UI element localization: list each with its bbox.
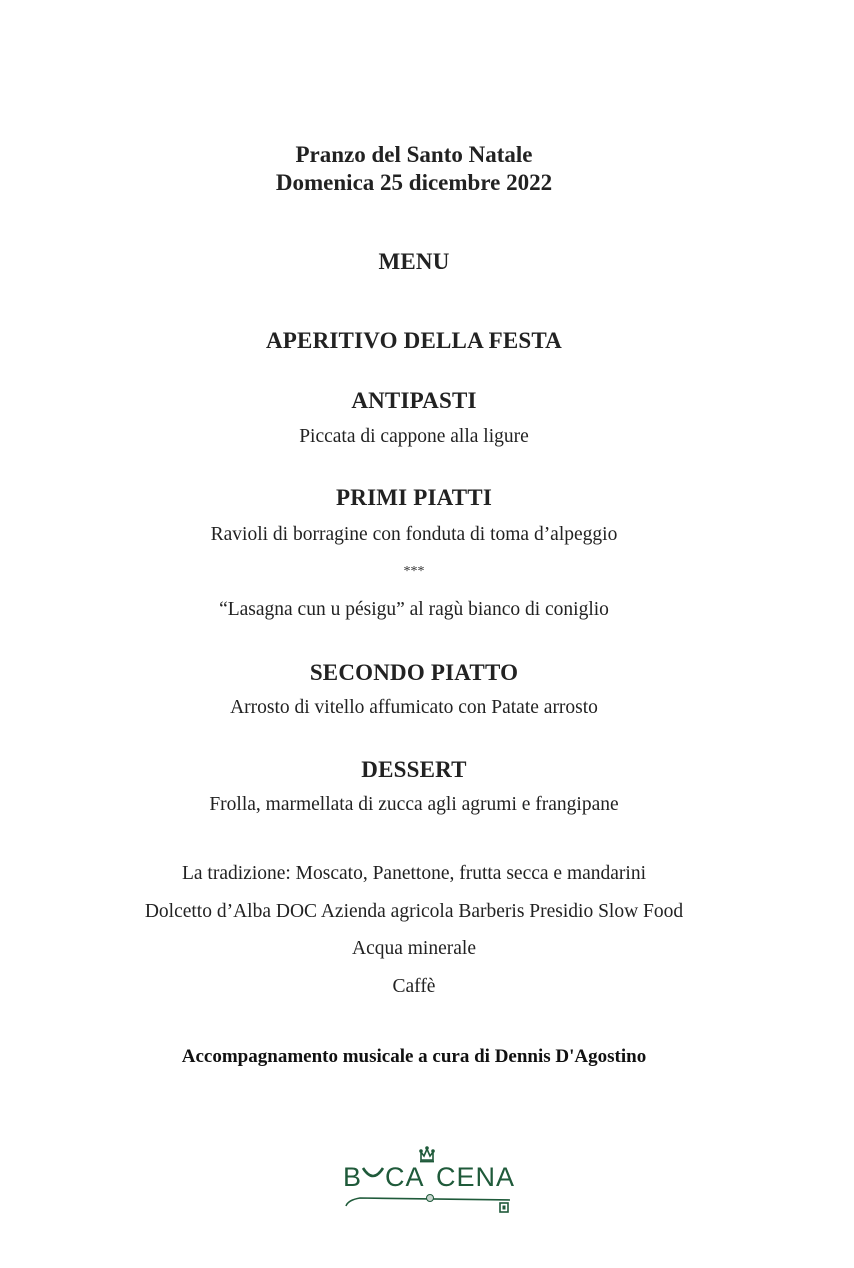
dish-dessert: Frolla, marmellata di zucca agli agrumi e frangipane <box>209 794 619 815</box>
section-heading-dessert: DESSERT <box>361 757 467 782</box>
extra-water: Acqua minerale <box>352 938 476 959</box>
logo-text-ca: CA <box>385 1162 425 1192</box>
music-note: Accompagnamento musicale a cura di Dennis D'Agostino <box>181 1046 647 1067</box>
crown-icon <box>420 1147 435 1162</box>
dish-primo-2: “Lasagna cun u pésigu” al ragù bianco di coniglio <box>219 599 609 620</box>
dish-primo-1: Ravioli di borragine con fonduta di toma d’alpeggio <box>210 524 618 545</box>
dish-antipasto: Piccata di cappone alla ligure <box>299 426 529 447</box>
restaurant-logo <box>340 1144 520 1220</box>
logo-text-left: B <box>343 1162 363 1192</box>
logo-text-right: CENA <box>436 1162 516 1192</box>
section-heading-antipasti: ANTIPASTI <box>351 388 477 413</box>
logo-cup <box>363 1168 383 1176</box>
event-date: Domenica 25 dicembre 2022 <box>275 170 553 195</box>
section-heading-aperitivo: APERITIVO DELLA FESTA <box>266 328 562 353</box>
dish-secondo: Arrosto di vitello affumicato con Patate arrosto <box>230 697 598 718</box>
dish-separator: *** <box>403 564 425 579</box>
section-heading-primi: PRIMI PIATTI <box>336 485 492 510</box>
extra-wine: Dolcetto d’Alba DOC Azienda agricola Barberis Presidio Slow Food <box>144 901 684 922</box>
menu-label: MENU <box>378 249 450 274</box>
event-title: Pranzo del Santo Natale <box>295 142 533 167</box>
extra-tradizione: La tradizione: Moscato, Panettone, frutta secca e mandarini <box>181 863 647 884</box>
extra-coffee: Caffè <box>392 976 436 997</box>
section-heading-secondo: SECONDO PIATTO <box>309 660 519 685</box>
